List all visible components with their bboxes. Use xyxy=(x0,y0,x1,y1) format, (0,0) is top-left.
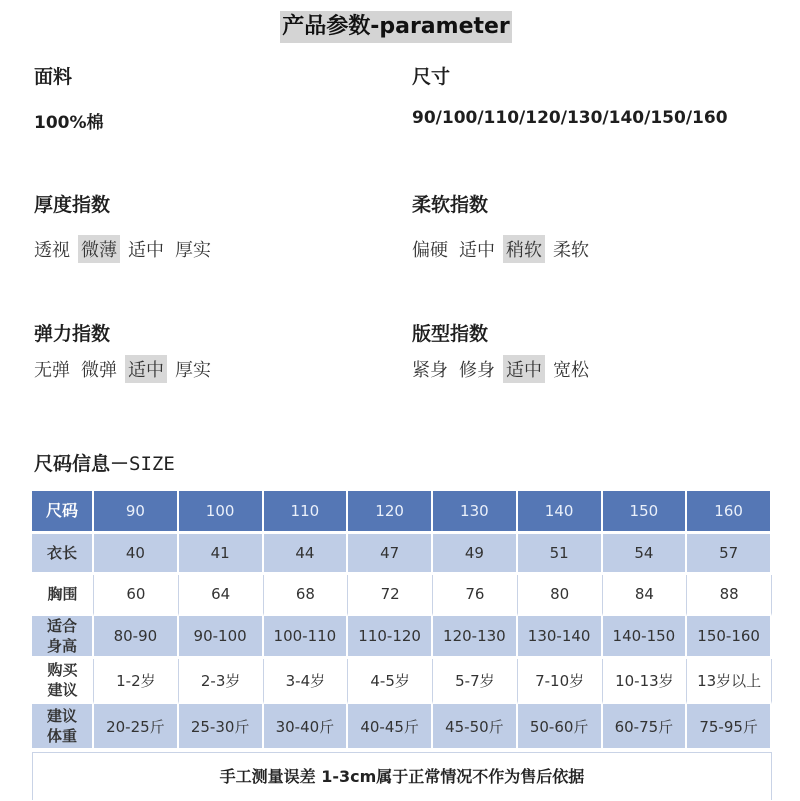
fabric-block xyxy=(34,62,72,89)
softness-options xyxy=(409,235,597,263)
table-cell: 13岁以上 xyxy=(687,659,772,704)
table-cell: 49 xyxy=(433,534,518,575)
table-cell: 68 xyxy=(264,575,349,616)
table-cell: 110-120 xyxy=(348,616,433,659)
row-label-line: 适合 xyxy=(46,617,77,635)
table-cell: 5-7岁 xyxy=(433,659,518,704)
fit-option: 宽松 xyxy=(553,360,589,381)
fit-label: 版型指数 xyxy=(412,323,489,345)
size-info-title-en: SIZE xyxy=(129,453,175,475)
table-cell: 88 xyxy=(687,575,772,616)
elasticity-label: 弹力指数 xyxy=(34,323,111,345)
table-row xyxy=(32,575,772,616)
softness-option-selected: 稍软 xyxy=(503,235,545,263)
size-table xyxy=(32,491,772,751)
table-cell: 25-30斤 xyxy=(179,704,264,751)
fit-block xyxy=(412,319,488,346)
size-range-label: 尺寸 xyxy=(412,66,451,88)
table-cell: 100-110 xyxy=(264,616,349,659)
table-cell: 20-25斤 xyxy=(94,704,179,751)
fabric-value-block xyxy=(34,108,104,133)
fit-option: 修身 xyxy=(459,360,495,381)
row-label-line: 购买 xyxy=(47,661,78,679)
size-info-title xyxy=(34,449,175,476)
elasticity-option: 无弹 xyxy=(34,360,70,381)
table-cell: 150-160 xyxy=(687,616,772,659)
table-row xyxy=(32,534,772,575)
table-cell: 41 xyxy=(179,534,264,575)
thickness-block xyxy=(34,190,110,217)
row-label-line: 体重 xyxy=(46,727,77,745)
thickness-option-selected: 微薄 xyxy=(78,235,120,263)
thickness-options xyxy=(31,235,219,263)
table-cell: 10-13岁 xyxy=(603,659,688,704)
table-cell: 51 xyxy=(518,534,603,575)
table-cell: 3-4岁 xyxy=(264,659,349,704)
size-range-value-block xyxy=(412,108,728,128)
table-cell: 4-5岁 xyxy=(348,659,433,704)
size-range-block xyxy=(412,62,450,89)
table-cell: 75-95斤 xyxy=(687,704,772,751)
measurement-note: 手工测量误差 1-3cm属于正常情况不作为售后依据 xyxy=(32,752,772,800)
table-cell: 140-150 xyxy=(603,616,688,659)
elasticity-option: 厚实 xyxy=(175,360,211,381)
table-cell: 72 xyxy=(348,575,433,616)
table-cell: 44 xyxy=(264,534,349,575)
elasticity-block xyxy=(34,319,110,346)
thickness-option: 适中 xyxy=(128,240,164,261)
row-label-line: 建议 xyxy=(47,681,78,699)
table-cell: 60 xyxy=(94,575,179,616)
softness-option: 偏硬 xyxy=(412,240,448,261)
row-label-height xyxy=(32,616,94,659)
row-label-age xyxy=(32,659,94,704)
softness-option: 柔软 xyxy=(553,240,589,261)
table-cell: 130-140 xyxy=(518,616,603,659)
size-header-cell: 100 xyxy=(179,491,264,534)
table-cell: 50-60斤 xyxy=(518,704,603,751)
fabric-value: 100%棉 xyxy=(34,113,104,133)
row-label-line: 建议 xyxy=(46,707,77,725)
table-cell: 1-2岁 xyxy=(94,659,179,704)
table-cell: 40-45斤 xyxy=(348,704,433,751)
size-header-label: 尺码 xyxy=(32,491,94,534)
table-cell: 64 xyxy=(179,575,264,616)
table-cell: 84 xyxy=(603,575,688,616)
size-header-cell: 110 xyxy=(264,491,349,534)
table-cell: 7-10岁 xyxy=(518,659,603,704)
row-label-weight xyxy=(32,704,94,751)
row-label-chest: 胸围 xyxy=(32,575,94,616)
table-cell: 90-100 xyxy=(179,616,264,659)
elasticity-options xyxy=(31,355,219,383)
table-cell: 54 xyxy=(603,534,688,575)
size-header-cell: 90 xyxy=(94,491,179,534)
size-table-header-row xyxy=(32,491,772,534)
softness-label: 柔软指数 xyxy=(412,194,489,216)
size-info-title-cn: 尺码信息－ xyxy=(34,453,130,475)
table-cell: 57 xyxy=(687,534,772,575)
fit-options xyxy=(409,355,597,383)
table-cell: 30-40斤 xyxy=(264,704,349,751)
fit-option-selected: 适中 xyxy=(503,355,545,383)
table-row xyxy=(32,659,772,704)
page-title: 产品参数-parameter xyxy=(280,11,512,43)
size-header-cell: 150 xyxy=(603,491,688,534)
elasticity-option: 微弹 xyxy=(81,360,117,381)
fabric-label: 面料 xyxy=(34,66,73,88)
table-cell: 120-130 xyxy=(433,616,518,659)
size-header-cell: 140 xyxy=(518,491,603,534)
row-label-line: 身高 xyxy=(46,637,77,655)
size-range-value: 90/100/110/120/130/140/150/160 xyxy=(412,108,728,128)
table-cell: 40 xyxy=(94,534,179,575)
thickness-option: 厚实 xyxy=(175,240,211,261)
size-header-cell: 160 xyxy=(687,491,772,534)
size-header-cell: 120 xyxy=(348,491,433,534)
table-cell: 76 xyxy=(433,575,518,616)
thickness-option: 透视 xyxy=(34,240,70,261)
table-row xyxy=(32,704,772,751)
row-label-length: 衣长 xyxy=(32,534,94,575)
table-cell: 80-90 xyxy=(94,616,179,659)
table-cell: 2-3岁 xyxy=(179,659,264,704)
thickness-label: 厚度指数 xyxy=(34,194,111,216)
table-cell: 47 xyxy=(348,534,433,575)
softness-block xyxy=(412,190,488,217)
table-cell: 60-75斤 xyxy=(603,704,688,751)
size-header-cell: 130 xyxy=(433,491,518,534)
fit-option: 紧身 xyxy=(412,360,448,381)
softness-option: 适中 xyxy=(459,240,495,261)
table-cell: 45-50斤 xyxy=(433,704,518,751)
table-row xyxy=(32,616,772,659)
elasticity-option-selected: 适中 xyxy=(125,355,167,383)
table-cell: 80 xyxy=(518,575,603,616)
